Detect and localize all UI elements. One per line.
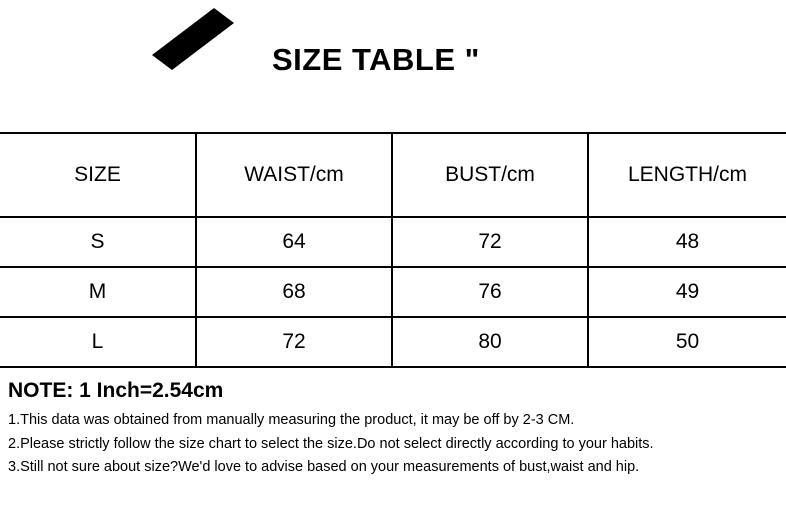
- brush-stroke-icon: [152, 8, 234, 70]
- page-title: SIZE TABLE ": [272, 42, 480, 77]
- cell-bust: 80: [392, 317, 588, 367]
- size-table: [0, 132, 786, 368]
- note-line-2: 2.Please strictly follow the size chart to select the size.Do not select directly according to your habits.: [8, 435, 654, 452]
- table-row: [0, 217, 786, 267]
- table-header-row: [0, 133, 786, 217]
- cell-length: 50: [588, 317, 786, 367]
- column-header-size: SIZE: [0, 133, 196, 217]
- note-line-3: 3.Still not sure about size?We'd love to advise based on your measurements of bust,waist and hip.: [8, 459, 640, 476]
- cell-bust: 72: [392, 217, 588, 267]
- table-row: [0, 267, 786, 317]
- header: [0, 0, 786, 132]
- notes-title: NOTE: 1 Inch=2.54cm: [8, 379, 224, 402]
- cell-waist: 72: [196, 317, 392, 367]
- table-row: [0, 317, 786, 367]
- cell-length: 48: [588, 217, 786, 267]
- cell-size: S: [0, 217, 196, 267]
- note-line-1: 1.This data was obtained from manually measuring the product, it may be off by 2-3 CM.: [8, 412, 575, 429]
- table-header: [0, 133, 786, 217]
- cell-length: 49: [588, 267, 786, 317]
- cell-size: L: [0, 317, 196, 367]
- column-header-length: LENGTH/cm: [588, 133, 786, 217]
- column-header-bust: BUST/cm: [392, 133, 588, 217]
- column-header-waist: WAIST/cm: [196, 133, 392, 217]
- cell-size: M: [0, 267, 196, 317]
- table-body: [0, 217, 786, 367]
- notes-section: [0, 368, 786, 480]
- cell-waist: 68: [196, 267, 392, 317]
- cell-bust: 76: [392, 267, 588, 317]
- cell-waist: 64: [196, 217, 392, 267]
